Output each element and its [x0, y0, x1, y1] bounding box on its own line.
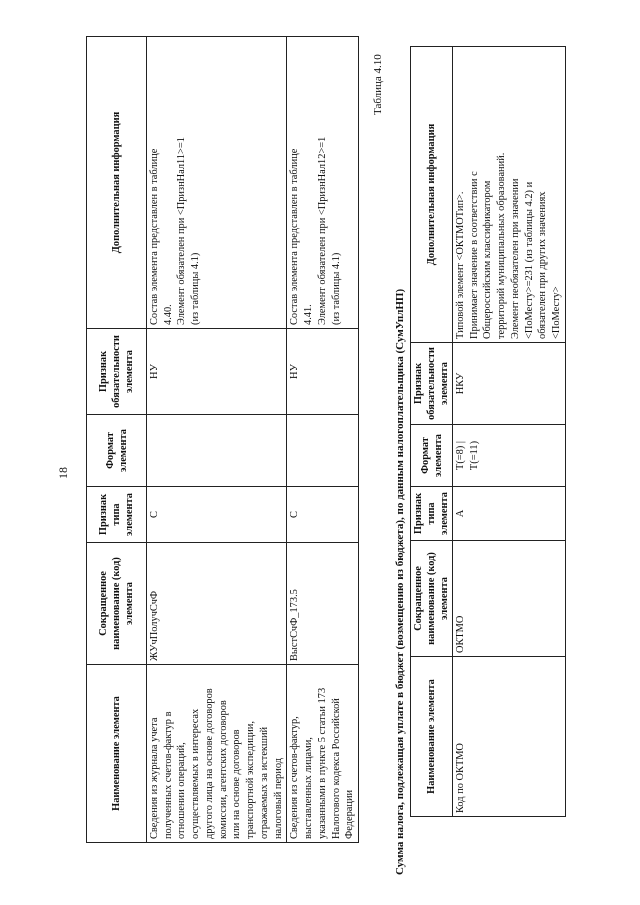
col-header-info: Дополнительная информация: [411, 47, 453, 343]
col-header-info: Дополнительная информация: [87, 37, 147, 329]
cell-required: НУ: [287, 329, 359, 415]
cell-format: [147, 415, 287, 487]
cell-format: T(=8) | T(=11): [453, 425, 566, 487]
col-header-code: Сокращенное наименование (код) элемента: [411, 541, 453, 657]
col-header-format: Формат элемента: [411, 425, 453, 487]
cell-required: НКУ: [453, 343, 566, 425]
cell-type: С: [287, 487, 359, 543]
cell-name: Сведения из счетов-фактур, выставленных лицами, указанными в пункте 5 статьи 173 Налогового кодекса Российской Федерации: [287, 665, 359, 843]
cell-info: Типовой элемент <ОКТМОТип>. Принимает значение в соответствии с Общероссийским классификатором территорий муниципальных образований. Элемент необязателен при значении <ПоМесту>=231 (из таблицы 4.2) и обязателен при других значениях <ПоМесту>: [453, 47, 566, 343]
page-number: 18: [56, 467, 70, 479]
cell-code: ОКТМО: [453, 541, 566, 657]
col-header-format: Формат элемента: [87, 415, 147, 487]
table-row: [287, 37, 359, 843]
cell-info: Состав элемента представлен в таблице 4.41. Элемент обязателен при <ПризнНал12>=1 (из таблицы 4.1): [287, 37, 359, 329]
col-header-type: Признак типа элемента: [411, 487, 453, 541]
cell-format: [287, 415, 359, 487]
col-header-name: Наименование элемента: [87, 665, 147, 843]
table-label: Таблица 4.10: [372, 54, 384, 115]
col-header-code: Сокращенное наименование (код) элемента: [87, 543, 147, 665]
table-header-row: [411, 47, 453, 817]
col-header-name: Наименование элемента: [411, 657, 453, 817]
table-row: [147, 37, 287, 843]
cell-code: ЖУчПолучСчФ: [147, 543, 287, 665]
col-header-required: Признак обязательности элемента: [411, 343, 453, 425]
cell-type: С: [147, 487, 287, 543]
cell-info: Состав элемента представлен в таблице 4.40. Элемент обязателен при <ПризнНал11>=1 (из таблицы 4.1): [147, 37, 287, 329]
cell-required: НУ: [147, 329, 287, 415]
elements-table-2: [410, 46, 566, 817]
col-header-type: Признак типа элемента: [87, 487, 147, 543]
table-title: Сумма налога, подлежащая уплате в бюджет (возмещению из бюджета), по данным налогоплательщика (СумУплНП): [394, 288, 406, 875]
col-header-required: Признак обязательности элемента: [87, 329, 147, 415]
table-header-row: [87, 37, 147, 843]
table-row: [453, 47, 566, 817]
cell-code: ВыстСчФ_173.5: [287, 543, 359, 665]
cell-name: Сведения из журнала учета полученных счетов-фактур в отношении операций, осуществляемых в интересах другого лица на основе договоров комиссии, агентских договоров или на основе договоров транспортной экспедиции, отражаемых за истекший налоговый период: [147, 665, 287, 843]
cell-name: Код по ОКТМО: [453, 657, 566, 817]
elements-table-1: [86, 36, 359, 843]
cell-type: А: [453, 487, 566, 541]
